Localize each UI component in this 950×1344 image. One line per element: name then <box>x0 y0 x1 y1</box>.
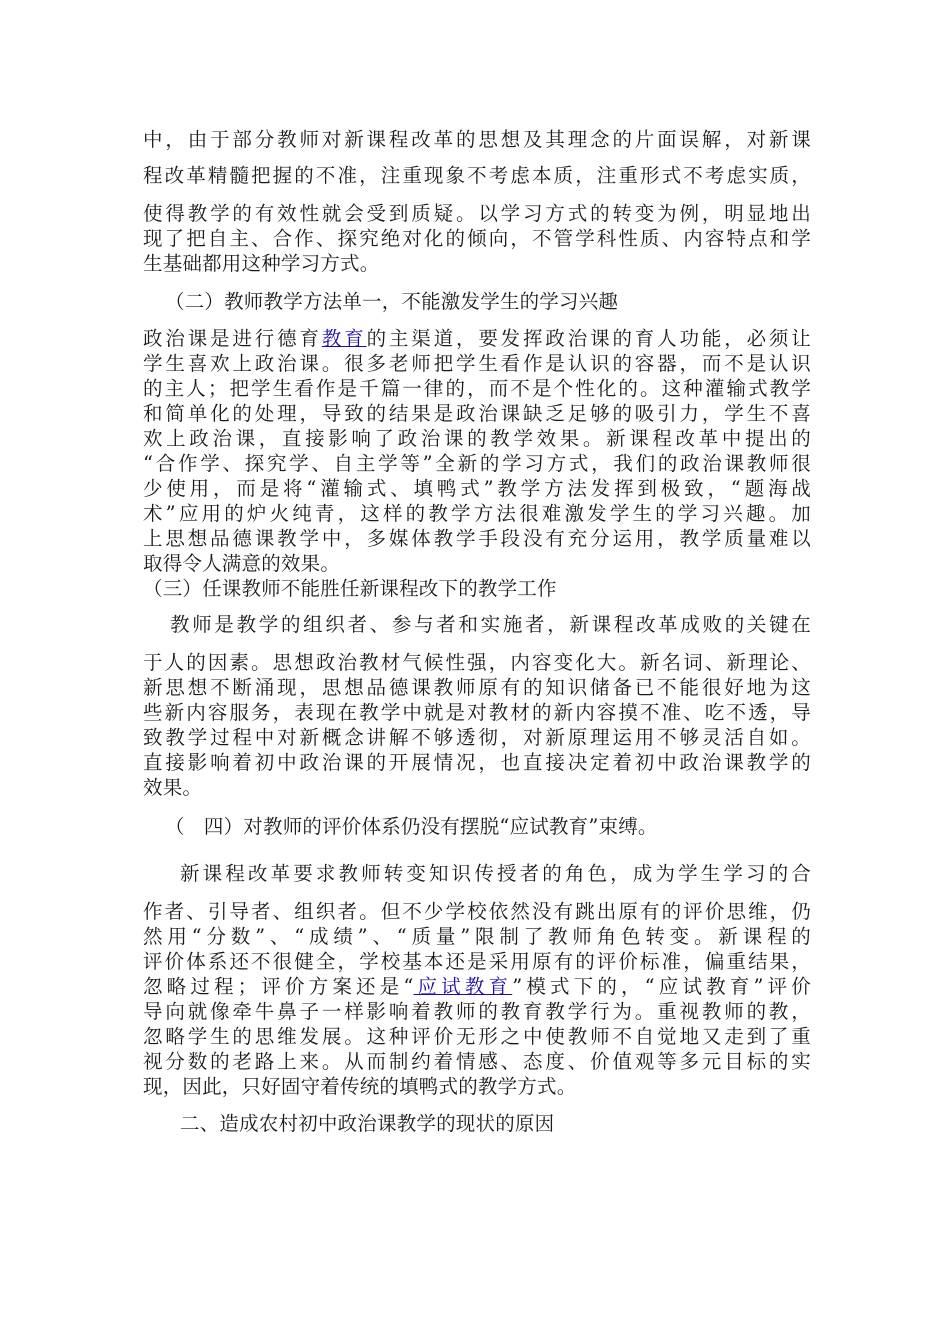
paragraph-line: 些新内容服务，表现在教学中就是对教材的新内容摸不准、吃不透，导 <box>143 701 811 724</box>
paragraph-line: 新思想不断涌现，思想品德课教师原有的知识储备已不能很好地为这 <box>143 676 811 699</box>
paragraph-line: 视分数的老路上来。从而制约着情感、态度、价值观等多元目标的实 <box>143 1050 811 1073</box>
paragraph-line: 教师是教学的组织者、参与者和实施者，新课程改革成败的关键在 <box>170 613 811 636</box>
paragraph-line: 使得教学的有效性就会受到质疑。以学习方式的转变为例，明显地出 <box>143 202 811 225</box>
paragraph-line: “合作学、探究学、自主学等”全新的学习方式，我们的政治课教师很 <box>143 452 811 475</box>
paragraph-line: 致教学过程中对新概念讲解不够透彻，对新原理运用不够灵活自如。 <box>143 726 811 749</box>
paragraph-line: 然用“分数”、“成绩”、“质量”限制了教师角色转变。新课程的 <box>143 925 811 948</box>
paragraph-line: 导向就像牵牛鼻子一样影响着教师的教育教学行为。重视教师的教， <box>143 1000 811 1023</box>
paragraph-line: 中，由于部分教师对新课程改革的思想及其理念的片面误解，对新课 <box>143 128 811 151</box>
paragraph-line: 效果。 <box>143 776 203 799</box>
paragraph-line: 现，因此，只好固守着传统的填鸭式的教学方式。 <box>143 1075 577 1098</box>
text-span: ”模式下的，“应试教育”评价 <box>512 975 811 998</box>
paragraph-line: 直接影响着初中政治课的开展情况，也直接决定着初中政治课教学的 <box>143 751 811 774</box>
paragraph-line: 评价体系还不很健全，学校基本还是采用原有的评价标准，偏重结果， <box>143 950 811 973</box>
paragraph-line: 忽略学生的思维发展。这种评价无形之中使教师不自觉地又走到了重 <box>143 1025 811 1048</box>
paragraph-line: 的主人；把学生看作是千篇一律的，而不是个性化的。这种灌输式教学 <box>143 377 811 400</box>
exam-education-link[interactable]: 应试教育 <box>413 975 513 998</box>
paragraph-line <box>143 327 811 351</box>
paragraph-line: 术”应用的炉火纯青，这样的教学方法很难激发学生的学习兴趣。加 <box>143 502 811 525</box>
section-heading: （ 四）对教师的评价体系仍没有摆脱“应试教育”束缚。 <box>165 815 658 838</box>
text-span: 忽略过程；评价方案还是“ <box>143 975 414 998</box>
paragraph-line: 生基础都用这种学习方式。 <box>143 252 380 275</box>
paragraph-line: 于人的因素。思想政治教材气候性强，内容变化大。新名词、新理论、 <box>143 651 811 674</box>
section-heading: （二）教师教学方法单一，不能激发学生的学习兴趣 <box>165 290 619 313</box>
section-heading: （三）任课教师不能胜任新课程改下的教学工作 <box>143 577 557 600</box>
paragraph-line <box>143 975 811 999</box>
paragraph-line: 欢上政治课，直接影响了政治课的教学效果。新课程改革中提出的 <box>143 427 811 450</box>
text-span: 的主渠道，要发挥政治课的育人功能，必须让 <box>366 327 811 350</box>
text-span: 政治课是进行德育 <box>143 327 322 350</box>
education-link[interactable]: 教育 <box>321 327 367 350</box>
paragraph-line: 程改革精髓把握的不准，注重现象不考虑本质，注重形式不考虑实质， <box>143 164 811 187</box>
paragraph-line: 新课程改革要求教师转变知识传授者的角色，成为学生学习的合 <box>180 862 811 885</box>
paragraph-line: 作者、引导者、组织者。但不少学校依然没有跳出原有的评价思维，仍 <box>143 900 811 923</box>
section-heading: 二、造成农村初中政治课教学的现状的原因 <box>180 1112 555 1135</box>
paragraph-line: 取得令人满意的效果。 <box>143 552 341 575</box>
paragraph-line: 和简单化的处理，导致的结果是政治课缺乏足够的吸引力，学生不喜 <box>143 402 811 425</box>
paragraph-line: 学生喜欢上政治课。很多老师把学生看作是认识的容器，而不是认识 <box>143 352 811 375</box>
paragraph-line: 现了把自主、合作、探究绝对化的倾向，不管学科性质、内容特点和学 <box>143 227 811 250</box>
paragraph-line: 少使用，而是将“灌输式、填鸭式”教学方法发挥到极致，“题海战 <box>143 477 811 500</box>
paragraph-line: 上思想品德课教学中，多媒体教学手段没有充分运用，教学质量难以 <box>143 527 811 550</box>
